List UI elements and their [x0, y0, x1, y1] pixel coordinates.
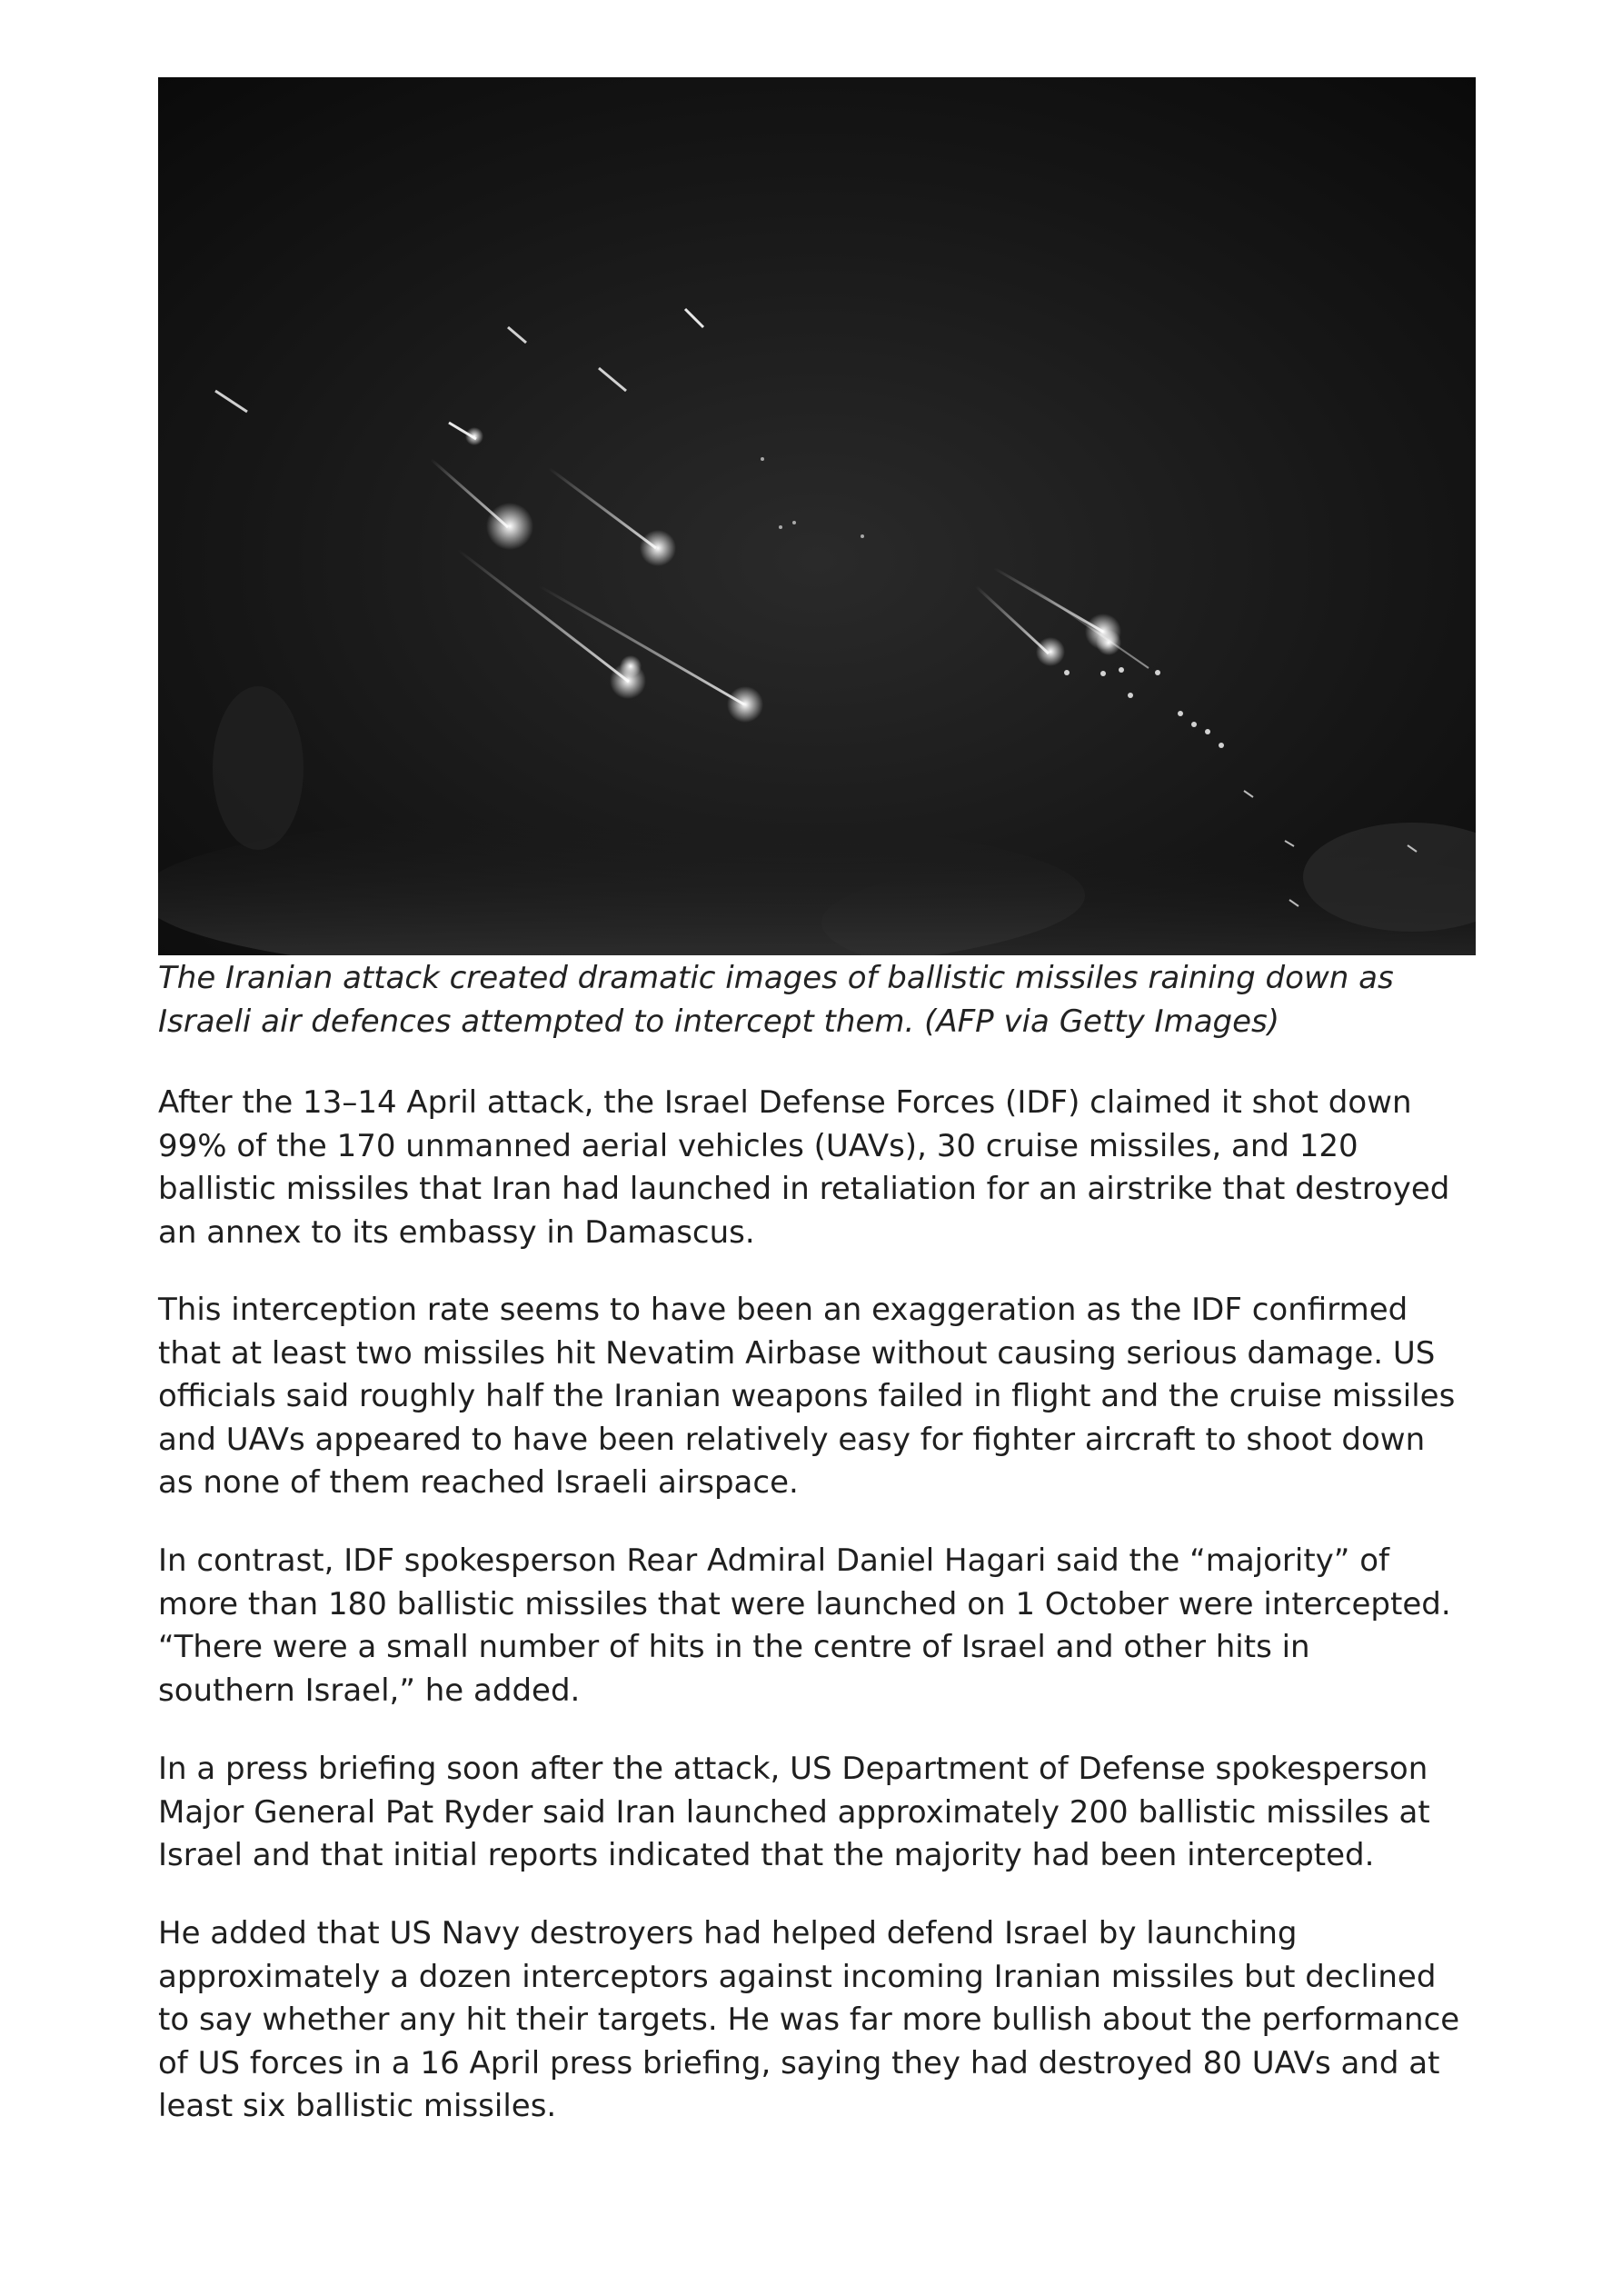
article-paragraph-1: After the 13–14 April attack, the Israel Defense Forces (IDF) claimed it shot down 99% of the 170 unmanned aerial vehicles (UAVs), 30 cruise missiles, and 120 ballistic missiles that Iran had launched in retaliation for an airstrike that destroyed an annex to its embassy in Damascus.: [158, 1084, 1450, 1251]
article-paragraph-3: In contrast, IDF spokesperson Rear Admiral Daniel Hagari said the “majority” of more than 180 ballistic missiles that were launched on 1 October were intercepted. “There were a small number of hits in the centre of Israel and other hits in southern Israel,” he added.: [158, 1542, 1451, 1709]
photo-illustration: [158, 77, 1476, 955]
article-paragraph-5: He added that US Navy destroyers had helped defend Israel by launching approximately a dozen interceptors against incoming Iranian missiles but declined to say whether any hit their targets. He was far more bullish about the performance of US forces in a 16 April press briefing, saying they had destroyed 80 UAVs and at least six ballistic missiles.: [158, 1915, 1460, 2124]
missiles-night-sky-photo: [158, 77, 1476, 955]
article-paragraph-4: In a press briefing soon after the attack, US Department of Defense spokesperson Major General Pat Ryder said Iran launched approximately 200 ballistic missiles at Israel and that initial reports indicated that the majority had been intercepted.: [158, 1751, 1430, 1873]
article-paragraph-2: This interception rate seems to have been an exaggeration as the IDF confirmed that at least two missiles hit Nevatim Airbase without causing serious damage. US officials said roughly half the Iranian weapons failed in flight and the cruise missiles and UAVs appeared to have been relatively easy for fighter aircraft to shoot down as none of them reached Israeli airspace.: [158, 1292, 1456, 1501]
photo-caption: The Iranian attack created dramatic images of ballistic missiles raining down as Israeli air defences attempted to intercept them. (AFP via Getty Images): [158, 960, 1394, 1040]
